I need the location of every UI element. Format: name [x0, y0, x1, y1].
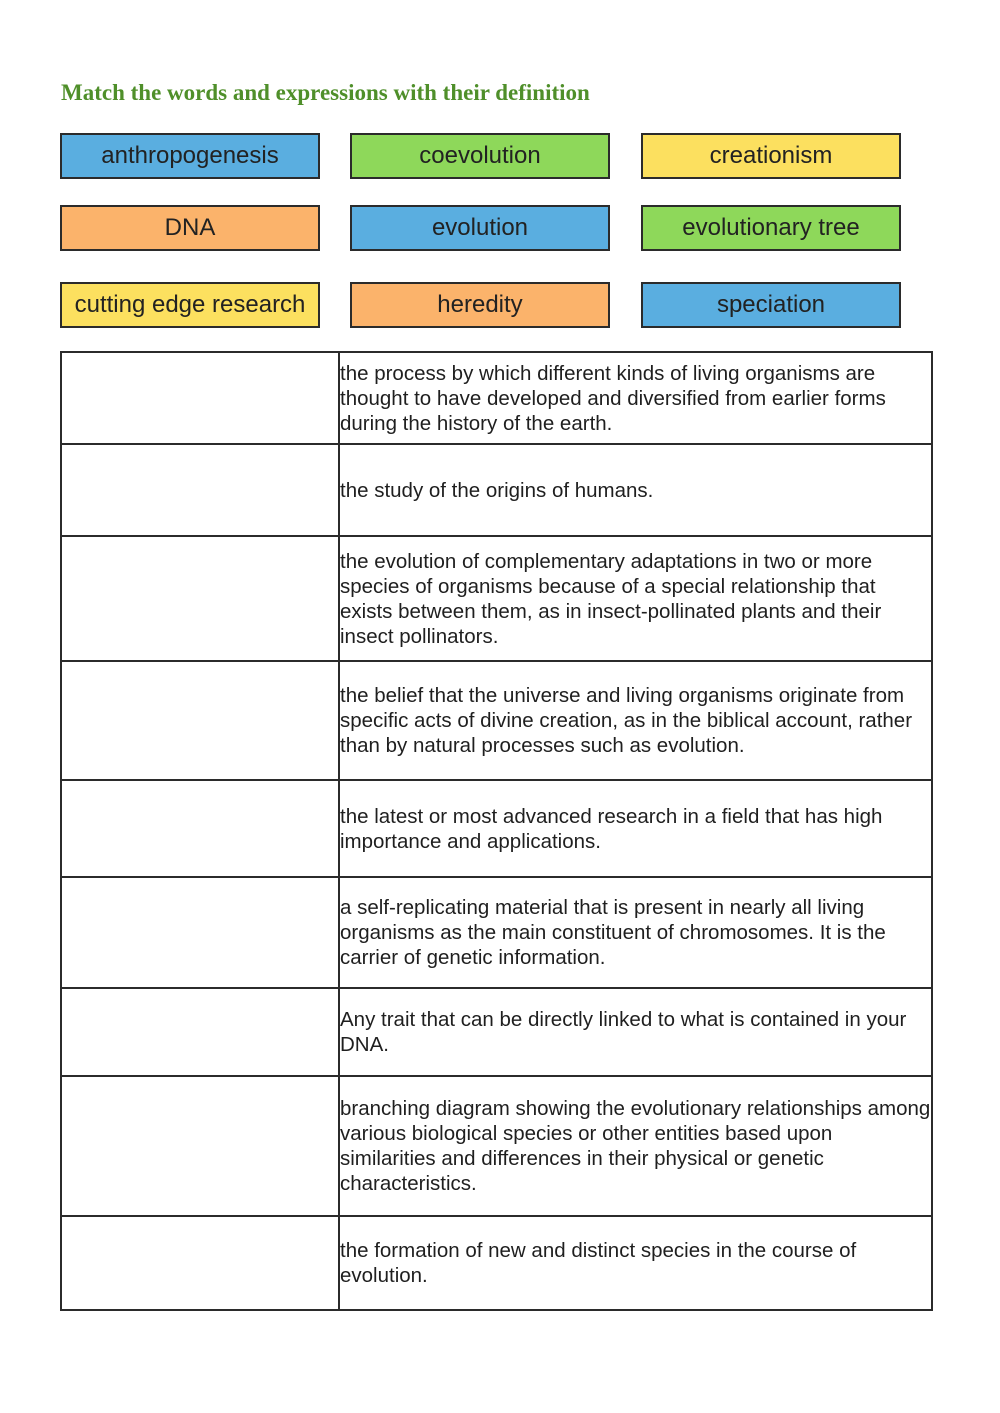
word-chip-creationism[interactable]: creationism [641, 133, 901, 179]
worksheet-title: Match the words and expressions with their definition [61, 80, 590, 105]
definition-text: the belief that the universe and living organisms originate from specific acts of divine creation, as in the biblical account, rather than by natural processes such as evolution. [339, 661, 932, 780]
answer-drop-zone[interactable] [61, 988, 339, 1076]
definition-text: a self-replicating material that is present in nearly all living organisms as the main constituent of chromosomes. It is the carrier of genetic information. [339, 877, 932, 988]
definition-row [61, 661, 932, 780]
answer-drop-zone[interactable] [61, 444, 339, 536]
answer-drop-zone[interactable] [61, 877, 339, 988]
definition-row [61, 1216, 932, 1310]
definition-row [61, 444, 932, 536]
word-chip-speciation[interactable]: speciation [641, 282, 901, 328]
definition-row [61, 1076, 932, 1216]
definition-text: the latest or most advanced research in a field that has high importance and applications. [339, 780, 932, 877]
word-chip-coevolution[interactable]: coevolution [350, 133, 610, 179]
word-chip-heredity[interactable]: heredity [350, 282, 610, 328]
definition-text: the evolution of complementary adaptations in two or more species of organisms because of a special relationship that exists between them, as in insect-pollinated plants and their insect pollinators. [339, 536, 932, 661]
answer-drop-zone[interactable] [61, 536, 339, 661]
definition-row [61, 536, 932, 661]
word-chip-evolutionary-tree[interactable]: evolutionary tree [641, 205, 901, 251]
word-chip-dna[interactable]: DNA [60, 205, 320, 251]
answer-drop-zone[interactable] [61, 661, 339, 780]
word-chip-cutting-edge-research[interactable]: cutting edge research [60, 282, 320, 328]
word-chip-evolution[interactable]: evolution [350, 205, 610, 251]
answer-drop-zone[interactable] [61, 352, 339, 444]
definition-row [61, 988, 932, 1076]
definition-row [61, 877, 932, 988]
definitions-table [60, 351, 933, 1311]
answer-drop-zone[interactable] [61, 1216, 339, 1310]
definition-text: the process by which different kinds of living organisms are thought to have developed and diversified from earlier forms during the history of the earth. [339, 352, 932, 444]
definition-text: the study of the origins of humans. [339, 444, 932, 536]
definition-row [61, 780, 932, 877]
definition-text: branching diagram showing the evolutionary relationships among various biological species or other entities based upon similarities and differences in their physical or genetic characteristics. [339, 1076, 932, 1216]
answer-drop-zone[interactable] [61, 1076, 339, 1216]
definition-text: Any trait that can be directly linked to what is contained in your DNA. [339, 988, 932, 1076]
word-chip-anthropogenesis[interactable]: anthropogenesis [60, 133, 320, 179]
definition-row [61, 352, 932, 444]
definition-text: the formation of new and distinct species in the course of evolution. [339, 1216, 932, 1310]
answer-drop-zone[interactable] [61, 780, 339, 877]
